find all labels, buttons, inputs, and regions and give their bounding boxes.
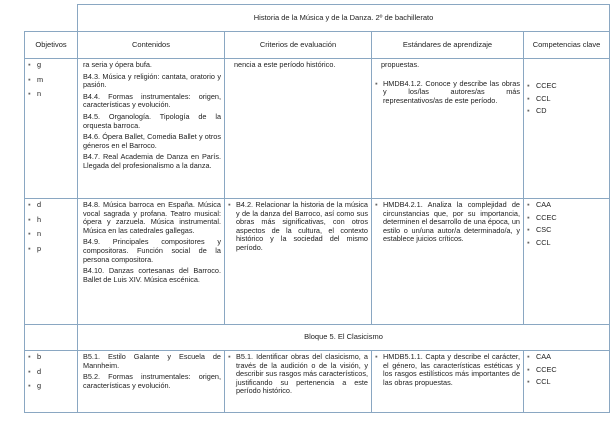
header-competencias: Competencias clave	[524, 32, 610, 59]
list-item	[28, 230, 74, 239]
list-item	[527, 366, 606, 375]
estandares-cell	[372, 351, 524, 413]
table-row	[25, 199, 610, 325]
list-item	[527, 201, 606, 210]
bullet-icon: ▪	[28, 352, 31, 361]
competencia-code: CD	[536, 106, 547, 116]
objetivo-letter: g	[37, 381, 42, 391]
table-title: Historia de la Música y de la Danza. 2º de bachillerato	[78, 5, 610, 32]
competencias-cell	[524, 199, 610, 325]
list-item	[527, 107, 606, 116]
header-contenidos: Contenidos	[78, 32, 225, 59]
bullet-icon: ▪	[527, 225, 530, 235]
table-row	[25, 351, 610, 413]
contenido-item: ra seria y ópera bufa.	[83, 60, 152, 69]
bullet-icon: ▪	[28, 366, 31, 376]
bullet-icon: ▪	[527, 81, 530, 90]
list-item	[28, 76, 74, 85]
competencia-code: CCEC	[536, 81, 557, 90]
bullet-icon: ▪	[527, 200, 530, 209]
objetivo-letter: d	[37, 200, 42, 209]
estandar-text: HMDB5.1.1. Capta y describe el carácter, el género, las características estéticas y los rasgos estilísticos más importantes de las obras propuestas.	[383, 352, 520, 387]
objetivo-letter: b	[37, 352, 42, 361]
bullet-icon: ▪	[527, 106, 530, 116]
contenidos-cell	[78, 59, 225, 199]
title-corner-cell	[25, 5, 78, 32]
competencia-code: CCL	[536, 93, 551, 103]
objetivo-letter: n	[37, 229, 42, 239]
list-item	[527, 226, 606, 235]
contenido-item: B5.1. Estilo Galante y Escuela de Mannheim.	[83, 352, 221, 370]
competencia-code: CSC	[536, 225, 552, 235]
estandar-text: HMDB4.1.2. Conoce y describe las obras y los/las autores/as más representativos/as de este período.	[383, 78, 520, 105]
objetivo-letter: n	[37, 89, 42, 99]
list-item	[527, 353, 606, 362]
contenido-item: B4.6. Ópera Ballet, Comedia Ballet y otros géneros en el Barroco.	[83, 132, 221, 150]
list-item	[28, 216, 74, 225]
bullet-icon: ▪	[28, 89, 31, 99]
list-item	[28, 368, 74, 377]
competencia-code: CAA	[536, 352, 552, 361]
bullet-icon: ▪	[28, 381, 31, 391]
bullet-icon: ▪	[28, 60, 31, 69]
objetivo-letter: h	[37, 214, 42, 224]
criterio-text: B5.1. Identificar obras del clasicismo, a través de la audición o de la visión, y describir sus rasgos más característicos, justificando su pertenencia a este período histórico.	[236, 352, 368, 396]
bullet-icon: ▪	[527, 352, 530, 361]
bullet-icon: ▪	[527, 237, 530, 247]
contenido-item: B4.9. Principales compositores y compositoras. Función social de la persona compositora.	[83, 237, 221, 264]
criterio-text: nencia a este período histórico.	[234, 60, 336, 69]
contenido-item: B4.3. Música y religión: cantata, oratorio y pasión.	[83, 71, 221, 90]
header-criterios: Criterios de evaluación	[225, 32, 372, 59]
objetivo-letter: p	[37, 243, 42, 253]
competencia-code: CCEC	[536, 212, 557, 222]
block-title: Bloque 5. El Clasicismo	[78, 325, 610, 351]
list-item	[375, 80, 520, 106]
table-row	[25, 59, 610, 199]
criterios-cell	[225, 199, 372, 325]
list-item	[527, 95, 606, 104]
competencia-code: CCL	[536, 237, 551, 247]
bullet-icon: ▪	[28, 214, 31, 224]
bullet-icon: ▪	[28, 200, 31, 209]
bullet-icon: ▪	[228, 352, 231, 361]
contenido-item: B4.4. Formas instrumentales: origen, características y evolución.	[83, 91, 221, 110]
bullet-icon: ▪	[527, 212, 530, 222]
list-item	[375, 201, 520, 244]
curriculum-table	[24, 4, 610, 413]
estandar-text: HMDB4.2.1. Analiza la complejidad de circunstancias que, por su importancia, determinen el desarrollo de una época, un estilo o un/una autor/a determinado/a, y establece juicios críticos.	[383, 200, 520, 244]
objetivo-letter: g	[37, 60, 42, 69]
objetivos-cell	[25, 351, 78, 413]
contenido-item: B4.8. Música barroca en España. Música vocal sagrada y profana. Teatro musical: ópera y zarzuela. Música instrumental. Música en las catedrales gallegas.	[83, 200, 221, 235]
bullet-icon: ▪	[228, 200, 231, 209]
bullet-icon: ▪	[28, 229, 31, 239]
list-item	[28, 382, 74, 391]
competencia-code: CCL	[536, 377, 551, 387]
estandares-cell	[372, 199, 524, 325]
estandar-continuation: propuestas.	[381, 60, 420, 69]
list-item	[28, 353, 74, 362]
objetivo-letter: m	[37, 74, 44, 84]
bullet-icon: ▪	[28, 74, 31, 84]
list-item	[228, 353, 368, 396]
competencias-cell	[524, 351, 610, 413]
contenido-item: B5.2. Formas instrumentales: origen, características y evolución.	[83, 372, 221, 390]
objetivos-cell	[25, 59, 78, 199]
list-item	[527, 239, 606, 248]
list-item	[28, 61, 74, 70]
contenido-item: B4.5. Organología. Tipología de la orquesta barroca.	[83, 111, 221, 130]
header-estandares: Estándares de aprendizaje	[372, 32, 524, 59]
estandares-cell	[372, 59, 524, 199]
list-item	[527, 82, 606, 91]
bullet-icon: ▪	[375, 200, 378, 209]
bullet-icon: ▪	[527, 364, 530, 374]
list-item	[28, 201, 74, 210]
bullet-icon: ▪	[527, 377, 530, 387]
competencias-cell	[524, 59, 610, 199]
bullet-icon: ▪	[375, 78, 378, 88]
bullet-icon: ▪	[527, 93, 530, 103]
bullet-icon: ▪	[28, 243, 31, 253]
criterios-cell	[225, 59, 372, 199]
objetivos-cell	[25, 199, 78, 325]
criterio-text: B4.2. Relacionar la historia de la música y de la danza del Barroco, así como sus obras más significativas, con otros aspectos de la cultura, el contexto histórico y la sociedad del mismo período.	[236, 200, 368, 252]
competencia-code: CAA	[536, 200, 552, 209]
contenido-item: B4.7. Real Academia de Danza en París. Llegada del profesionalismo a la danza.	[83, 152, 221, 170]
header-objetivos: Objetivos	[25, 32, 78, 59]
list-item	[228, 201, 368, 253]
list-item	[527, 214, 606, 223]
list-item	[28, 245, 74, 254]
competencia-code: CCEC	[536, 364, 557, 374]
objetivo-letter: d	[37, 366, 42, 376]
contenidos-cell	[78, 199, 225, 325]
list-item	[527, 378, 606, 387]
criterios-cell	[225, 351, 372, 413]
block-corner-cell	[25, 325, 78, 351]
list-item	[28, 90, 74, 99]
contenido-item: B4.10. Danzas cortesanas del Barroco. Ballet de Luis XIV. Música escénica.	[83, 266, 221, 284]
contenidos-cell	[78, 351, 225, 413]
bullet-icon: ▪	[375, 352, 378, 361]
list-item	[375, 353, 520, 387]
